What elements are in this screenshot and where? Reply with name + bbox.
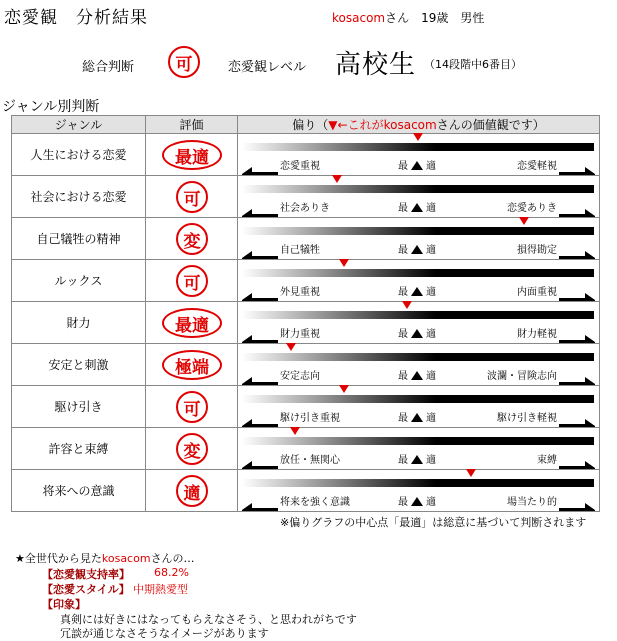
- center-label-right: 適: [426, 413, 436, 424]
- all-ages-name: kosacom: [101, 552, 151, 565]
- bias-right-label: 駆け引き軽視: [497, 413, 557, 424]
- overall-label: 総合判断: [82, 60, 135, 75]
- center-triangle-icon: [411, 161, 423, 170]
- all-ages-heading: [15, 550, 195, 566]
- center-triangle-icon: [411, 497, 423, 506]
- bias-left-label: 外見重視: [280, 287, 320, 298]
- header-bias-prefix: 偏り（: [292, 118, 329, 132]
- right-arrow-icon: [559, 286, 595, 294]
- bias-center-label: [398, 157, 436, 172]
- center-label-right: 適: [426, 371, 436, 382]
- header-bias: [238, 116, 600, 134]
- bias-cell: [238, 386, 600, 428]
- center-triangle-icon: [411, 413, 423, 422]
- bias-left-label: 恋愛重視: [280, 161, 320, 172]
- bias-center-label: [398, 367, 436, 382]
- genre-name: [12, 134, 146, 176]
- right-arrow-icon: [559, 454, 595, 462]
- genre-table: [11, 115, 600, 512]
- table-row: [12, 134, 600, 176]
- footnote: ※偏りグラフの中心点「最適」は総意に基づいて判断されます: [280, 516, 587, 529]
- bias-bar: [242, 143, 594, 151]
- eval-stamp: 可: [176, 181, 208, 213]
- bias-marker-icon: [413, 133, 423, 141]
- genre-name: [12, 428, 146, 470]
- support-rate-value: 68.2%: [154, 566, 189, 579]
- table-header-row: [12, 116, 600, 134]
- center-triangle-icon: [411, 455, 423, 464]
- center-label-left: 最: [398, 329, 408, 340]
- bias-marker-icon: [339, 259, 349, 267]
- header-bias-name: kosacom: [383, 118, 437, 132]
- impression-line-1: 真剣には好きにはなってもらえなさそう、と思われがちです: [60, 613, 357, 626]
- bias-bar: [242, 395, 594, 403]
- center-label-right: 適: [426, 161, 436, 172]
- user-info: [332, 9, 484, 26]
- overall-stamp: 可: [168, 46, 200, 78]
- center-label-left: 最: [398, 413, 408, 424]
- bias-cell: [238, 470, 600, 512]
- center-label-right: 適: [426, 455, 436, 466]
- genre-name-text: 安定と刺激: [48, 358, 109, 372]
- bias-marker-icon: [466, 469, 476, 477]
- love-style-value: 中期熱愛型: [133, 583, 188, 596]
- table-row: [12, 302, 600, 344]
- impression-line-2: 冗談が通じなさそうなイメージがあります: [60, 627, 269, 640]
- bias-bar: [242, 227, 594, 235]
- genre-name: [12, 176, 146, 218]
- bias-center-label: [398, 241, 436, 256]
- eval-stamp: 変: [176, 223, 208, 255]
- bias-left-label: 安定志向: [280, 371, 320, 382]
- eval-cell: [146, 470, 238, 512]
- eval-cell: [146, 386, 238, 428]
- center-label-left: 最: [398, 245, 408, 256]
- table-row: [12, 428, 600, 470]
- user-details: さん 19歳 男性: [385, 11, 485, 25]
- eval-stamp: 変: [176, 433, 208, 465]
- bias-right-label: 場当たり的: [507, 497, 557, 508]
- eval-cell: [146, 260, 238, 302]
- center-label-left: 最: [398, 497, 408, 508]
- bias-center-label: [398, 199, 436, 214]
- eval-cell: [146, 134, 238, 176]
- header-eval: 評価: [146, 116, 238, 134]
- bias-cell: [238, 428, 600, 470]
- right-arrow-icon: [559, 328, 595, 336]
- bias-center-label: [398, 451, 436, 466]
- level-note: （14段階中6番目）: [424, 58, 522, 71]
- page-title: 恋愛観 分析結果: [4, 8, 148, 28]
- header-genre: ジャンル: [12, 116, 146, 134]
- bias-marker-icon: [290, 427, 300, 435]
- center-triangle-icon: [411, 371, 423, 380]
- eval-cell: [146, 218, 238, 260]
- right-arrow-icon: [559, 370, 595, 378]
- genre-name: [12, 344, 146, 386]
- bias-center-label: [398, 283, 436, 298]
- bias-cell: [238, 344, 600, 386]
- center-label-left: 最: [398, 287, 408, 298]
- bias-center-label: [398, 409, 436, 424]
- left-arrow-icon: [242, 412, 278, 420]
- table-row: [12, 260, 600, 302]
- bias-left-label: 財力重視: [280, 329, 320, 340]
- center-triangle-icon: [411, 245, 423, 254]
- table-row: [12, 218, 600, 260]
- center-label-right: 適: [426, 329, 436, 340]
- eval-cell: [146, 302, 238, 344]
- eval-cell: [146, 344, 238, 386]
- center-label-right: 適: [426, 287, 436, 298]
- right-arrow-icon: [559, 202, 595, 210]
- bias-bar: [242, 353, 594, 361]
- bias-cell: [238, 260, 600, 302]
- genre-name-text: 許容と束縛: [48, 442, 109, 456]
- bias-marker-icon: [339, 385, 349, 393]
- bias-left-label: 駆け引き重視: [280, 413, 340, 424]
- right-arrow-icon: [559, 160, 595, 168]
- genre-name-text: ルックス: [54, 274, 103, 288]
- bias-left-label: 社会ありき: [280, 203, 330, 214]
- bias-right-label: 損得勘定: [517, 245, 557, 256]
- header-bias-suffix: さんの価値観です）: [436, 118, 545, 132]
- bias-bar: [242, 479, 594, 487]
- left-arrow-icon: [242, 370, 278, 378]
- genre-name: [12, 386, 146, 428]
- impression-label: 【印象】: [42, 598, 86, 611]
- center-label-left: 最: [398, 161, 408, 172]
- genre-name-text: 駆け引き: [54, 400, 103, 414]
- right-arrow-icon: [559, 412, 595, 420]
- all-ages-prefix: ★全世代から見た: [15, 552, 102, 565]
- genre-name-text: 財力: [66, 316, 91, 330]
- bias-bar: [242, 185, 594, 193]
- eval-stamp: 極端: [162, 350, 222, 380]
- center-triangle-icon: [411, 287, 423, 296]
- table-row: [12, 470, 600, 512]
- support-rate-label: 【恋愛観支持率】: [42, 568, 130, 581]
- bias-right-label: 内面重視: [517, 287, 557, 298]
- bias-right-label: 恋愛軽視: [517, 161, 557, 172]
- love-style-label: 【恋愛スタイル】: [42, 583, 130, 596]
- bias-center-label: [398, 325, 436, 340]
- bias-marker-icon: [286, 343, 296, 351]
- bias-right-label: 波瀾・冒険志向: [487, 371, 557, 382]
- eval-stamp: 最適: [162, 308, 222, 338]
- genre-name-text: 将来への意識: [42, 484, 115, 498]
- bias-bar: [242, 311, 594, 319]
- level-value: 高校生: [335, 50, 417, 80]
- genre-name-text: 人生における恋愛: [30, 148, 127, 162]
- eval-stamp: 適: [176, 475, 208, 507]
- right-arrow-icon: [559, 496, 595, 504]
- bias-marker-icon: [402, 301, 412, 309]
- left-arrow-icon: [242, 328, 278, 336]
- center-triangle-icon: [411, 329, 423, 338]
- table-row: [12, 386, 600, 428]
- bias-left-label: 自己犠牲: [280, 245, 320, 256]
- bias-cell: [238, 218, 600, 260]
- bias-right-label: 恋愛ありき: [507, 203, 557, 214]
- eval-cell: [146, 428, 238, 470]
- bias-cell: [238, 176, 600, 218]
- bias-left-label: 将来を強く意識: [280, 497, 350, 508]
- bias-right-label: 束縛: [537, 455, 557, 466]
- right-arrow-icon: [559, 244, 595, 252]
- center-label-right: 適: [426, 203, 436, 214]
- left-arrow-icon: [242, 244, 278, 252]
- eval-cell: [146, 176, 238, 218]
- center-label-left: 最: [398, 455, 408, 466]
- bias-left-label: 放任・無関心: [280, 455, 340, 466]
- left-arrow-icon: [242, 160, 278, 168]
- left-arrow-icon: [242, 202, 278, 210]
- left-arrow-icon: [242, 496, 278, 504]
- center-label-right: 適: [426, 497, 436, 508]
- genre-name: [12, 470, 146, 512]
- center-label-left: 最: [398, 371, 408, 382]
- bias-bar: [242, 269, 594, 277]
- center-label-left: 最: [398, 203, 408, 214]
- eval-stamp: 最適: [162, 140, 222, 170]
- left-arrow-icon: [242, 286, 278, 294]
- genre-name: [12, 302, 146, 344]
- bias-cell: [238, 302, 600, 344]
- header-bias-arrow: ▼←これが: [328, 118, 384, 132]
- bias-cell: [238, 134, 600, 176]
- bias-center-label: [398, 493, 436, 508]
- genre-name-text: 社会における恋愛: [30, 190, 127, 204]
- bias-right-label: 財力軽視: [517, 329, 557, 340]
- genre-section-title: ジャンル別判断: [2, 99, 100, 115]
- bias-bar: [242, 437, 594, 445]
- genre-name: [12, 218, 146, 260]
- user-name: kosacom: [332, 11, 386, 25]
- genre-name: [12, 260, 146, 302]
- center-label-right: 適: [426, 245, 436, 256]
- bias-marker-icon: [519, 217, 529, 225]
- level-label: 恋愛観レベル: [228, 60, 307, 75]
- eval-stamp: 可: [176, 265, 208, 297]
- table-row: [12, 176, 600, 218]
- center-triangle-icon: [411, 203, 423, 212]
- genre-name-text: 自己犠牲の精神: [36, 232, 121, 246]
- bias-marker-icon: [332, 175, 342, 183]
- table-row: [12, 344, 600, 386]
- all-ages-suffix: さんの…: [150, 552, 195, 565]
- eval-stamp: 可: [176, 391, 208, 423]
- left-arrow-icon: [242, 454, 278, 462]
